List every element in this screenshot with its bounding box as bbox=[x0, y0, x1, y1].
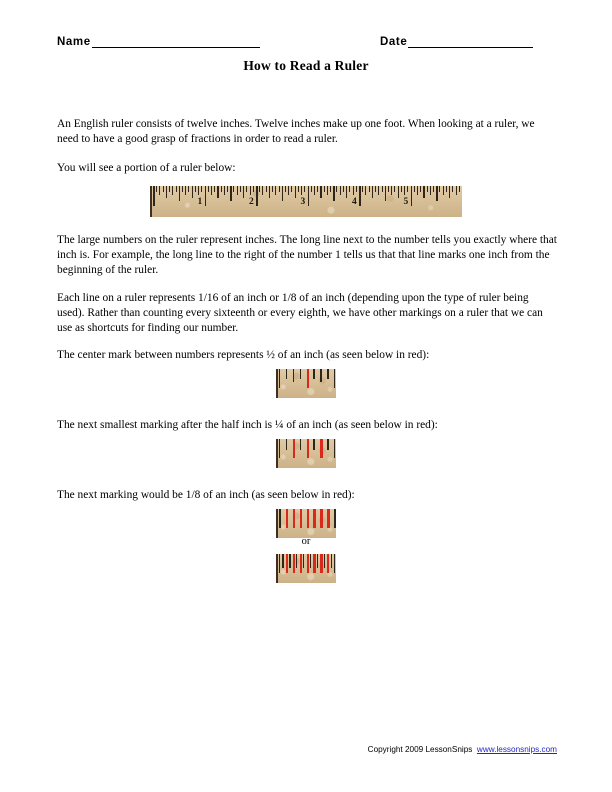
ruler-tick bbox=[159, 186, 160, 195]
ruler-tick bbox=[266, 186, 267, 192]
ruler-tick bbox=[298, 186, 299, 192]
ruler-tick bbox=[398, 186, 399, 198]
ruler-tick bbox=[256, 186, 258, 206]
ruler-tick bbox=[436, 186, 437, 201]
paragraph-see-ruler: You will see a portion of a ruler below: bbox=[57, 162, 236, 174]
segment-left-edge bbox=[276, 369, 278, 398]
ruler-tick bbox=[407, 186, 408, 192]
ruler-tick bbox=[310, 554, 311, 568]
ruler-tick-red bbox=[320, 509, 323, 528]
ruler-tick bbox=[182, 186, 183, 192]
segment-left-edge bbox=[276, 554, 278, 583]
ruler-tick bbox=[320, 369, 321, 382]
ruler-tick bbox=[334, 509, 336, 528]
quarter-inch-ruler-segment bbox=[276, 439, 336, 468]
ruler-tick bbox=[314, 186, 315, 195]
ruler-tick bbox=[246, 186, 247, 192]
ruler-tick bbox=[356, 186, 357, 192]
ruler-tick bbox=[279, 439, 280, 458]
ruler-tick bbox=[327, 186, 328, 195]
ruler-tick bbox=[295, 186, 296, 198]
ruler-tick bbox=[230, 186, 231, 201]
ruler-tick bbox=[349, 186, 350, 192]
ruler-inch-number: 3 bbox=[300, 197, 306, 207]
ruler-tick bbox=[169, 186, 170, 192]
ruler-tick bbox=[359, 186, 361, 206]
ruler-tick bbox=[362, 186, 363, 192]
ruler-tick bbox=[300, 369, 301, 379]
ruler-tick bbox=[262, 186, 263, 195]
ruler-tick bbox=[459, 186, 460, 192]
date-blank-line[interactable] bbox=[408, 36, 533, 48]
ruler-tick bbox=[411, 186, 413, 206]
ruler-tick bbox=[279, 186, 280, 192]
ruler-tick-red bbox=[320, 439, 322, 458]
ruler-tick bbox=[259, 186, 260, 192]
ruler-tick bbox=[296, 554, 297, 568]
ruler-tick-red bbox=[293, 439, 295, 458]
name-label: Name bbox=[57, 36, 91, 48]
ruler-tick bbox=[217, 186, 218, 198]
main-ruler-graphic bbox=[150, 186, 462, 217]
ruler-tick bbox=[275, 186, 276, 195]
ruler-tick bbox=[198, 186, 199, 195]
ruler-tick bbox=[385, 186, 386, 201]
ruler-tick bbox=[286, 369, 287, 379]
ruler-tick bbox=[427, 186, 428, 192]
ruler-tick-red bbox=[307, 554, 309, 573]
ruler-tick bbox=[372, 186, 373, 198]
ruler-tick bbox=[224, 186, 225, 195]
ruler-tick bbox=[369, 186, 370, 192]
ruler-tick bbox=[285, 186, 286, 192]
ruler-tick bbox=[156, 186, 157, 192]
page-title: How to Read a Ruler bbox=[243, 58, 369, 73]
ruler-tick bbox=[320, 186, 321, 198]
ruler-tick bbox=[166, 186, 167, 198]
ruler-tick bbox=[330, 186, 331, 192]
ruler-tick bbox=[205, 186, 207, 206]
ruler-tick bbox=[153, 186, 155, 206]
ruler-tick-red bbox=[293, 554, 295, 573]
ruler-tick bbox=[303, 554, 304, 568]
paragraph-half-inch: The center mark between numbers represents ½ of an inch (as seen below in red): bbox=[57, 349, 430, 361]
ruler-tick bbox=[291, 186, 292, 192]
ruler-tick-red bbox=[307, 509, 310, 528]
ruler-tick-red bbox=[307, 369, 309, 388]
ruler-tick bbox=[365, 186, 366, 195]
ruler-tick bbox=[176, 186, 177, 192]
ruler-tick bbox=[404, 186, 405, 195]
paragraph-sixteenths: Each line on a ruler represents 1/16 of an inch or 1/8 of an inch (depending upon the type of ruler being used). Rather than counting every sixteenth or every eighth, we have other markings on a ruler that we can use as shortcuts for finding our number. bbox=[57, 292, 543, 335]
name-blank-line[interactable] bbox=[92, 36, 260, 48]
ruler-tick bbox=[253, 186, 254, 192]
ruler-tick bbox=[185, 186, 186, 195]
date-field bbox=[380, 36, 533, 48]
ruler-tick bbox=[346, 186, 347, 198]
ruler-tick bbox=[388, 186, 389, 192]
ruler-tick-red bbox=[286, 554, 288, 573]
ruler-tick bbox=[334, 369, 335, 388]
ruler-tick bbox=[401, 186, 402, 192]
ruler-tick bbox=[313, 439, 314, 450]
ruler-tick bbox=[304, 186, 305, 192]
ruler-tick bbox=[430, 186, 431, 195]
ruler-tick bbox=[208, 186, 209, 192]
ruler-tick bbox=[375, 186, 376, 192]
ruler-tick bbox=[423, 186, 424, 198]
ruler-tick-red bbox=[313, 554, 315, 573]
ruler-tick bbox=[172, 186, 173, 195]
ruler-tick-red bbox=[320, 554, 322, 573]
ruler-tick bbox=[331, 554, 332, 568]
ruler-tick bbox=[343, 186, 344, 192]
or-label: or bbox=[301, 536, 311, 547]
ruler-tick bbox=[394, 186, 395, 192]
eighth-inch-ruler-segment bbox=[276, 509, 336, 538]
ruler-tick bbox=[301, 186, 302, 195]
ruler-inch-number: 4 bbox=[352, 197, 357, 207]
footer bbox=[57, 745, 557, 754]
ruler-tick bbox=[452, 186, 453, 192]
ruler-tick-red bbox=[327, 554, 329, 573]
ruler-tick bbox=[195, 186, 196, 192]
ruler-tick bbox=[324, 554, 325, 568]
ruler-tick bbox=[279, 369, 280, 388]
ruler-tick bbox=[334, 554, 335, 573]
ruler-tick-red bbox=[307, 439, 309, 458]
ruler-tick bbox=[317, 186, 318, 192]
header bbox=[57, 36, 557, 54]
ruler-tick bbox=[378, 186, 379, 195]
ruler-tick bbox=[317, 554, 318, 568]
ruler-tick bbox=[327, 439, 328, 450]
ruler-tick-red bbox=[300, 554, 302, 573]
ruler-tick-red bbox=[286, 509, 289, 528]
date-label: Date bbox=[380, 36, 408, 48]
ruler-tick bbox=[233, 186, 234, 192]
ruler-inch-number: 2 bbox=[249, 197, 254, 207]
paragraph-large-numbers: The large numbers on the ruler represent inches. The long line next to the number tells you exactly where that inch is. For example, the long line to the right of the number 1 tells us that that line marks one inch from the beginning of the ruler. bbox=[57, 234, 557, 277]
paragraph-quarter-inch: The next smallest marking after the half inch is ¼ of an inch (as seen below in red): bbox=[57, 419, 438, 431]
ruler-tick bbox=[279, 509, 281, 528]
ruler-tick bbox=[288, 186, 289, 195]
ruler-tick bbox=[336, 186, 337, 192]
ruler-tick bbox=[300, 439, 301, 450]
lessonsnips-link[interactable]: www.lessonsnips.com bbox=[476, 745, 557, 754]
ruler-tick bbox=[279, 554, 280, 573]
ruler-tick bbox=[289, 554, 290, 568]
ruler-inch-number: 1 bbox=[197, 197, 203, 207]
ruler-left-edge bbox=[150, 186, 152, 217]
ruler-tick bbox=[439, 186, 440, 192]
ruler-tick bbox=[286, 439, 287, 450]
ruler-tick bbox=[324, 186, 325, 192]
ruler-tick bbox=[272, 186, 273, 192]
ruler-tick-red bbox=[293, 509, 296, 528]
ruler-tick bbox=[327, 369, 328, 379]
ruler-tick bbox=[237, 186, 238, 195]
ruler-tick bbox=[282, 186, 283, 201]
ruler-tick bbox=[250, 186, 251, 195]
ruler-tick bbox=[353, 186, 354, 195]
ruler-tick bbox=[214, 186, 215, 192]
ruler-tick bbox=[443, 186, 444, 195]
ruler-tick bbox=[227, 186, 228, 192]
ruler-tick bbox=[179, 186, 180, 201]
ruler-tick bbox=[240, 186, 241, 192]
ruler-tick bbox=[269, 186, 270, 198]
segment-left-edge bbox=[276, 439, 278, 468]
name-field bbox=[57, 36, 260, 48]
ruler-tick bbox=[382, 186, 383, 192]
ruler-tick-red bbox=[327, 509, 330, 528]
ruler-tick bbox=[211, 186, 212, 195]
ruler-tick bbox=[192, 186, 193, 198]
ruler-tick bbox=[391, 186, 392, 195]
ruler-tick bbox=[449, 186, 450, 198]
ruler-tick bbox=[417, 186, 418, 195]
ruler-tick bbox=[340, 186, 341, 195]
ruler-tick bbox=[243, 186, 244, 198]
copyright-text: Copyright 2009 LessonSnips bbox=[367, 745, 473, 754]
ruler-tick bbox=[293, 369, 294, 382]
ruler-tick bbox=[282, 554, 283, 568]
ruler-tick bbox=[333, 186, 334, 201]
ruler-inch-number: 5 bbox=[403, 197, 409, 207]
ruler-tick bbox=[188, 186, 189, 192]
ruler-tick bbox=[433, 186, 434, 192]
paragraph-eighth-inch: The next marking would be 1/8 of an inch (as seen below in red): bbox=[57, 489, 355, 501]
segment-left-edge bbox=[276, 509, 278, 538]
paragraph-intro: An English ruler consists of twelve inches. Twelve inches make up one foot. When looking at a ruler, we need to have a good grasp of fractions in order to read a ruler. bbox=[57, 118, 535, 146]
ruler-tick bbox=[414, 186, 415, 192]
ruler-tick bbox=[221, 186, 222, 192]
ruler-tick bbox=[163, 186, 164, 192]
ruler-tick bbox=[446, 186, 447, 192]
ruler-tick bbox=[420, 186, 421, 192]
ruler-tick-red bbox=[300, 509, 303, 528]
ruler-tick bbox=[456, 186, 457, 195]
half-inch-ruler-segment bbox=[276, 369, 336, 398]
ruler-tick bbox=[201, 186, 202, 192]
ruler-tick bbox=[308, 186, 310, 206]
ruler-tick bbox=[311, 186, 312, 192]
ruler-tick bbox=[334, 439, 335, 458]
ruler-tick-red bbox=[313, 509, 316, 528]
ruler-tick bbox=[313, 369, 314, 379]
eighth-inch-ruler-segment-alt bbox=[276, 554, 336, 583]
